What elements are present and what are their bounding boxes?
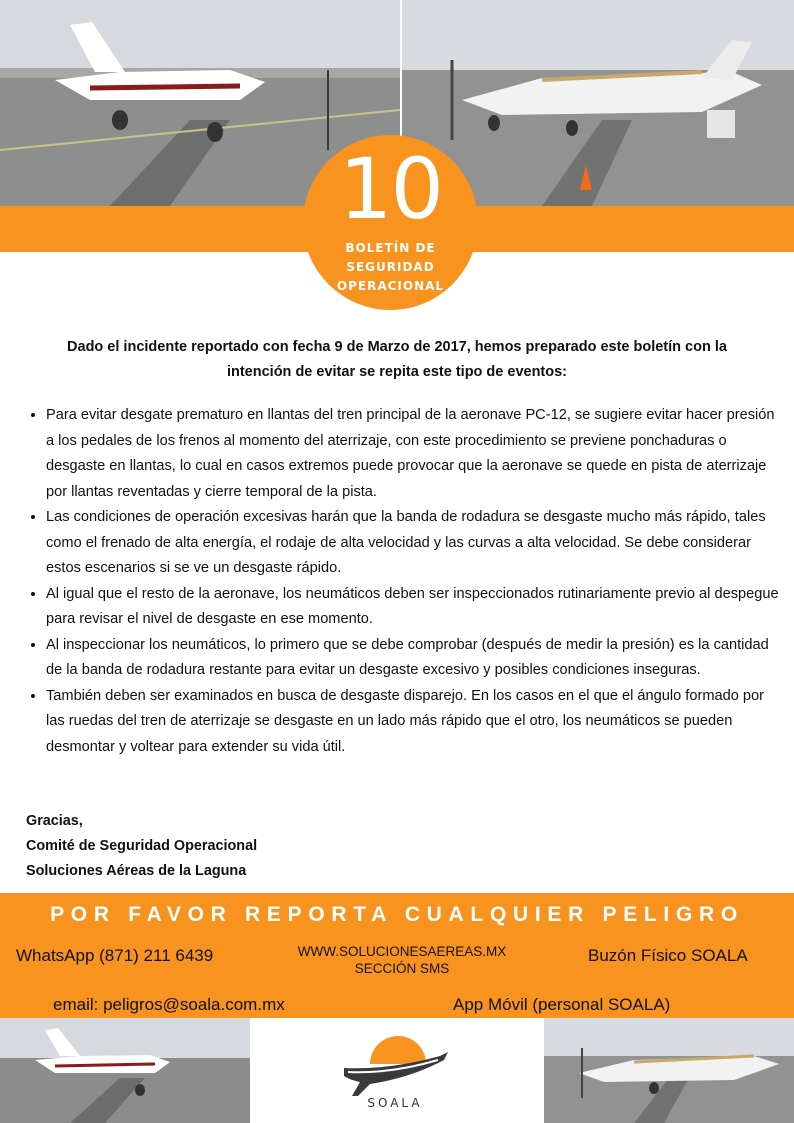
intro-paragraph: Dado el incidente reportado con fecha 9 de Marzo de 2017, hemos preparado este boletín con la intención de evitar se repita este tipo de eventos:: [67, 339, 727, 380]
physical-mailbox: Buzón Físico SOALA: [588, 946, 748, 965]
website-contact[interactable]: [286, 943, 518, 977]
bulletin-label: BOLETÍN DE SEGURIDAD OPERACIONAL: [336, 241, 445, 293]
list-item: • Al igual que el resto de la aeronave, los neumáticos deben ser inspeccionados rutinariamente previo al despegue para revisar el nivel de desgaste en ese momento.: [46, 582, 784, 633]
website-section: SECCIÓN SMS: [354, 961, 450, 976]
signoff: [26, 809, 257, 884]
bulletin-badge: [303, 135, 478, 310]
signoff-thanks: Gracias,: [26, 813, 83, 829]
signoff-committee: Comité de Seguridad Operacional: [26, 838, 258, 854]
list-item: • Las condiciones de operación excesivas harán que la banda de rodadura se desgaste mucho más rápido, tales como el frenado de alta energía, el rodaje de alta velocidad y las curvas a alta velocidad. Se debe considerar estos escenarios si se ve un desgaste rápido.: [46, 505, 784, 582]
soala-logo-text: SOALA: [367, 1096, 423, 1110]
signoff-company: Soluciones Aéreas de la Laguna: [26, 863, 247, 879]
report-title: POR FAVOR REPORTA CUALQUIER PELIGRO: [50, 903, 744, 926]
mobile-app-contact: App Móvil (personal SOALA): [453, 995, 671, 1014]
bulletin-number: 10: [339, 140, 442, 238]
footer-photo-right-aircraft: [544, 1018, 794, 1123]
list-item: • También deben ser examinados en busca de desgaste disparejo. En los casos en el que el ángulo formado por las ruedas del tren de aterrizaje se desgaste en un lado más rápido que el otro, los neumáticos se pueden desmontar y voltear para extender su vida útil.: [46, 684, 784, 761]
recommendations-list: [28, 403, 784, 760]
footer-photo-left-aircraft: [0, 1018, 250, 1123]
list-item: • Al inspeccionar los neumáticos, lo primero que se debe comprobar (después de medir la presión) es la cantidad de la banda de rodadura restante para evitar un desgaste excesivo y posibles condiciones inseguras.: [46, 633, 784, 684]
email-contact[interactable]: email: peligros@soala.com.mx: [53, 995, 285, 1014]
whatsapp-contact[interactable]: WhatsApp (871) 211 6439: [16, 946, 214, 965]
list-item: • Para evitar desgate prematuro en llantas del tren principal de la aeronave PC-12, se sugiere evitar hacer presión a los pedales de los frenos al momento del aterrizaje, con este procedimiento se previene ponchaduras o desgaste en llantas, lo cual en casos extremos puede provocar que la aeronave se quede en pista de aterrizaje por llantas reventadas y cierre temporal de la pista.: [46, 403, 784, 505]
website-url[interactable]: WWW.SOLUCIONESAEREAS.MX: [297, 944, 507, 959]
